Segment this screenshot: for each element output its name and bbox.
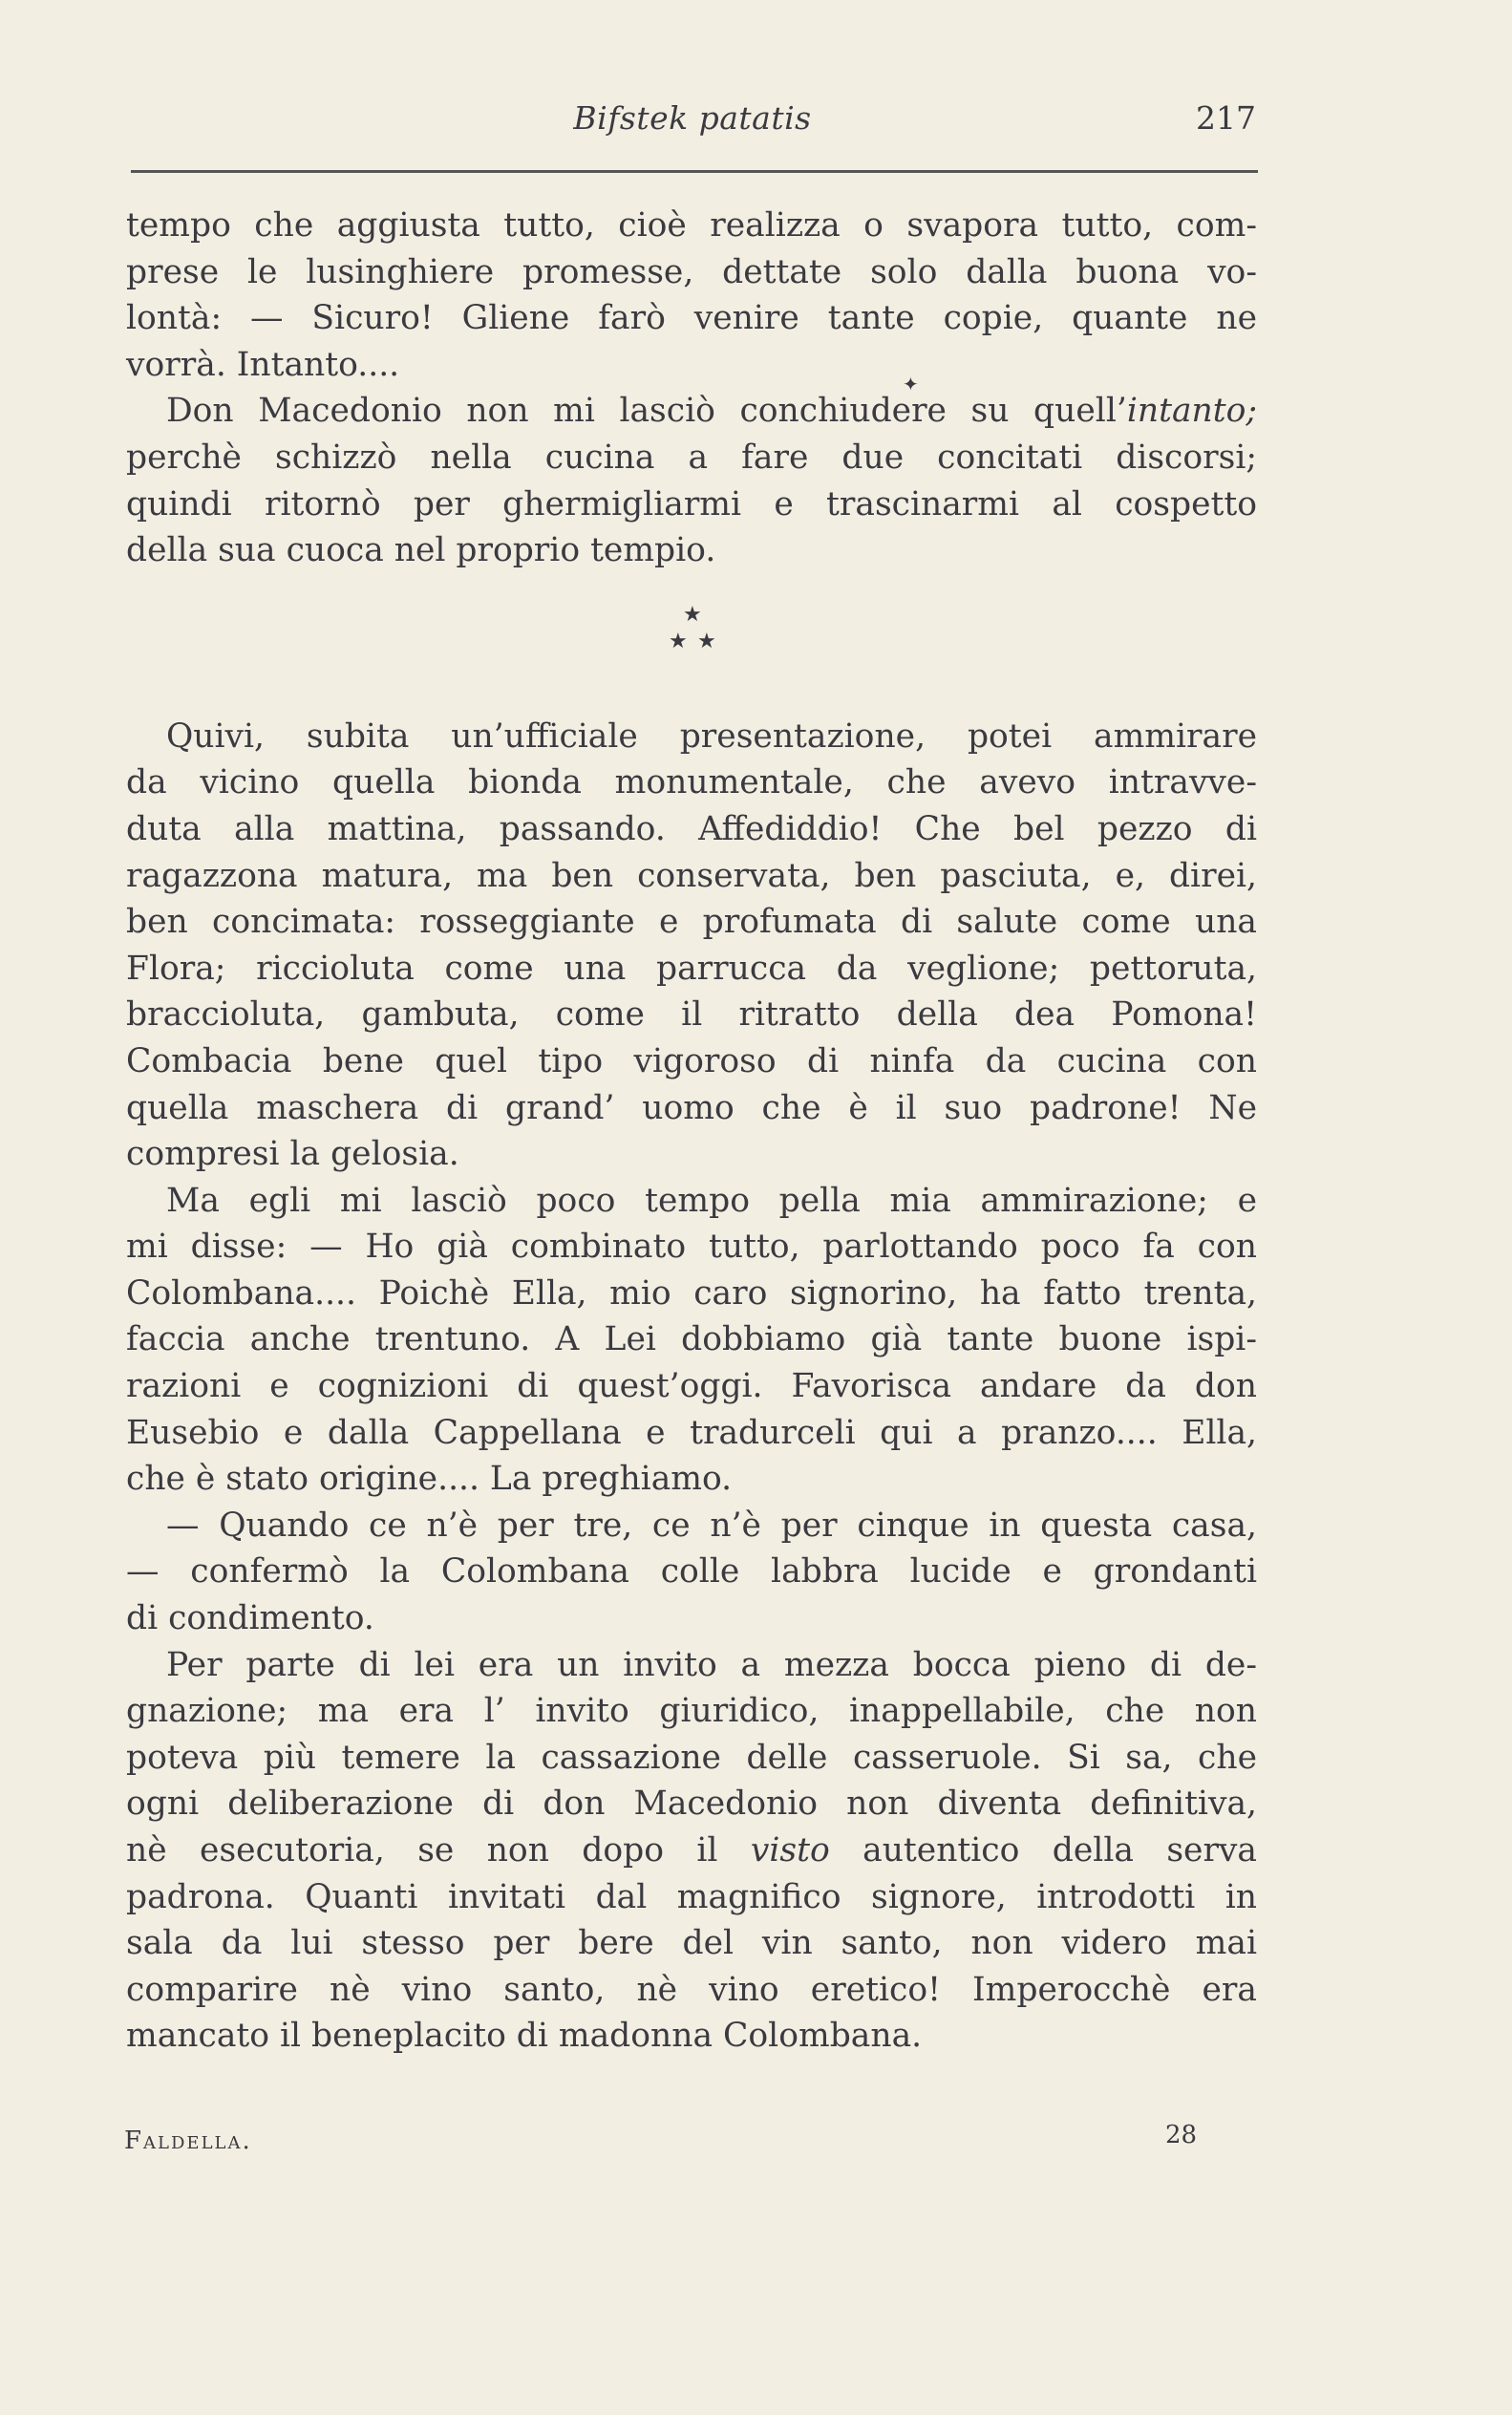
text-line: duta alla mattina, passando. Affediddio! Che bel pezzo di: [126, 809, 1257, 848]
text-line: Per parte di lei era un invito a mezza bocca pieno di de-: [166, 1645, 1257, 1684]
text-line: della sua cuoca nel proprio tempio.: [126, 531, 716, 570]
page-number: 217: [1196, 99, 1256, 137]
text-line: Colombana.... Poichè Ella, mio caro signorino, ha fatto trenta,: [126, 1273, 1257, 1313]
text-line: Don Macedonio non mi lasciò conchiudere su quell’intanto;: [166, 392, 1257, 431]
text-line: ben concimata: rosseggiante e profumata di salute come una: [126, 903, 1257, 942]
text-line: padrona. Quanti invitati dal magnifico signore, introdotti in: [126, 1877, 1257, 1916]
text-line: che è stato origine.... La preghiamo.: [126, 1460, 733, 1499]
text-line: vorrà. Intanto....: [126, 345, 400, 384]
running-header: [129, 99, 1256, 147]
text-line: poteva più temere la cassazione delle casseruole. Si sa, che: [126, 1738, 1257, 1777]
text-line: da vicino quella bionda monumentale, che avevo intravve-: [126, 763, 1257, 802]
paragraph: [126, 203, 1257, 388]
text-line: — confermò la Colombana colle labbra lucide e grondanti: [126, 1552, 1257, 1592]
sheet-number: 28: [1165, 2121, 1198, 2149]
paragraph: [126, 1503, 1257, 1642]
running-title: Bifstek patatis: [573, 99, 812, 137]
text-line: sala da lui stesso per bere del vin santo, non videro mai: [126, 1924, 1257, 1963]
printer-signature: Faldella.: [124, 2126, 252, 2155]
header-rule: [131, 170, 1258, 173]
paragraph: [126, 714, 1257, 1178]
text-line: mancato il beneplacito di madonna Colombana.: [126, 2017, 923, 2056]
text-line: compresi la gelosia.: [126, 1135, 459, 1174]
paragraph: [126, 1178, 1257, 1503]
text-line: Flora; riccioluta come una parrucca da veglione; pettoruta,: [126, 949, 1257, 988]
text-line: perchè schizzò nella cucina a fare due concitati discorsi;: [126, 438, 1257, 477]
text-line: tempo che aggiusta tutto, cioè realizza o svapora tutto, com-: [126, 206, 1257, 245]
printer-mark: ✦: [903, 373, 919, 395]
text-line: di condimento.: [126, 1599, 374, 1638]
paragraph: [126, 1642, 1257, 2060]
text-line: ragazzona matura, ma ben conservata, ben pasciuta, e, direi,: [126, 856, 1257, 895]
section-asterism: ★ ★ ★: [669, 602, 716, 653]
text-line: — Quando ce n’è per tre, ce n’è per cinque in questa casa,: [166, 1506, 1257, 1545]
paragraph: [126, 388, 1257, 573]
text-line: Ma egli mi lasciò poco tempo pella mia ammirazione; e: [166, 1181, 1257, 1220]
text-line: mi disse: — Ho già combinato tutto, parlottando poco fa con: [126, 1228, 1257, 1267]
text-line: Eusebio e dalla Cappellana e tradurceli qui a pranzo.... Ella,: [126, 1413, 1257, 1452]
text-line: ogni deliberazione di don Macedonio non diventa definitiva,: [126, 1785, 1257, 1824]
text-line: gnazione; ma era l’ invito giuridico, inappellabile, che non: [126, 1692, 1257, 1731]
text-line: Combacia bene quel tipo vigoroso di ninfa da cucina con: [126, 1041, 1257, 1080]
text-line: Quivi, subita un’ufficiale presentazione, potei ammirare: [166, 716, 1257, 756]
text-line: lontà: — Sicuro! Gliene farò venire tante copie, quante ne: [126, 299, 1257, 338]
text-line: faccia anche trentuno. A Lei dobbiamo già tante buone ispi-: [126, 1320, 1257, 1359]
text-line: quella maschera di grand’ uomo che è il suo padrone! Ne: [126, 1088, 1257, 1127]
text-line: braccioluta, gambuta, come il ritratto della dea Pomona!: [126, 995, 1257, 1035]
text-line: prese le lusinghiere promesse, dettate solo dalla buona vo-: [126, 252, 1257, 291]
text-line: razioni e cognizioni di quest’oggi. Favorisca andare da don: [126, 1367, 1257, 1406]
text-line: comparire nè vino santo, nè vino eretico! Imperocchè era: [126, 1970, 1257, 2009]
text-line: quindi ritornò per ghermigliarmi e trascinarmi al cospetto: [126, 484, 1257, 524]
body-text: [126, 203, 1257, 2060]
text-line: nè esecutoria, se non dopo il visto autentico della serva: [126, 1831, 1257, 1870]
